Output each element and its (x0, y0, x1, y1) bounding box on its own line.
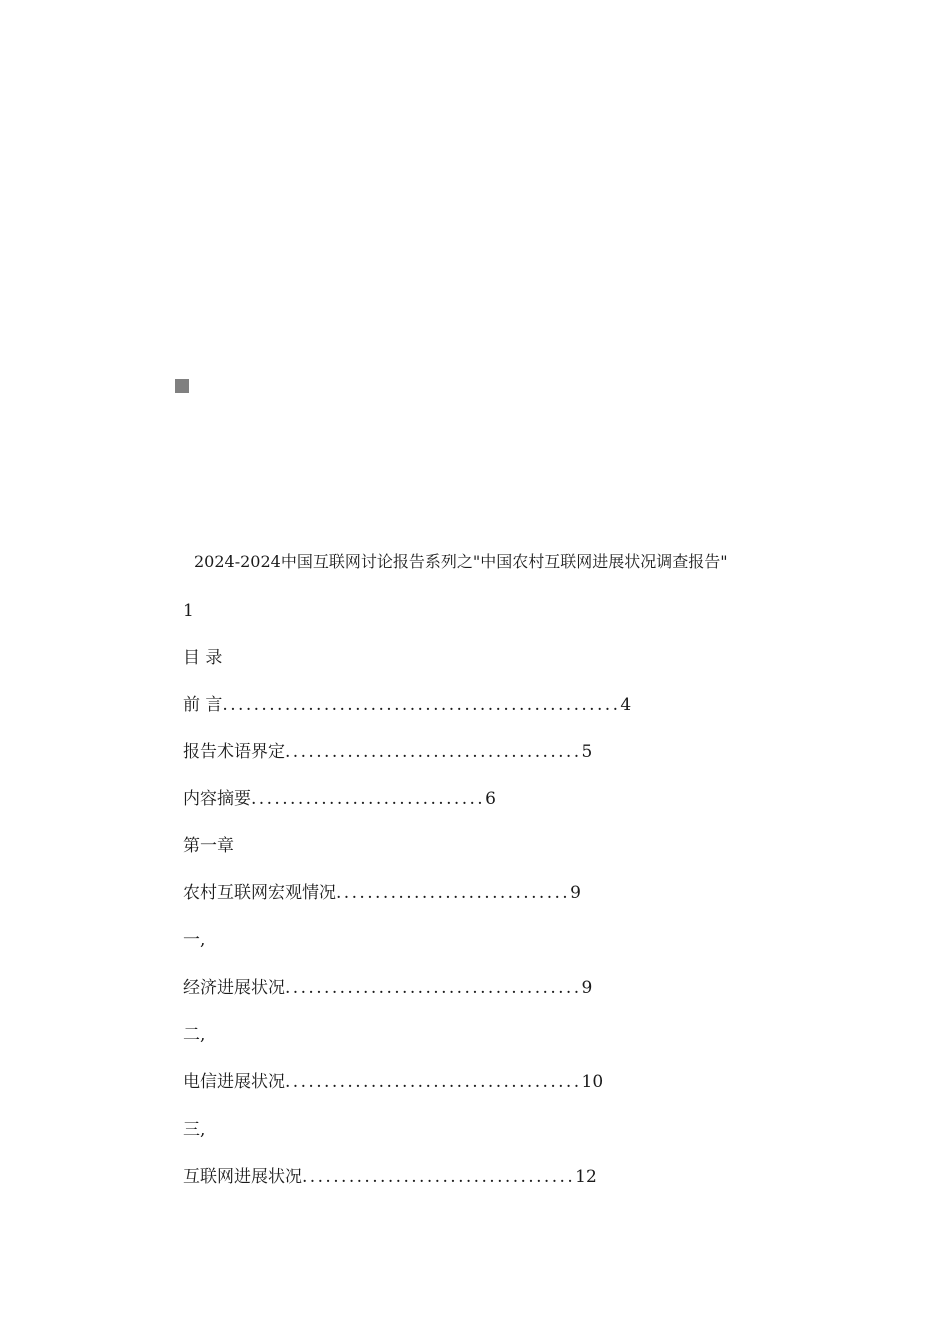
toc-entry-label: 内容摘要 (183, 789, 251, 809)
toc-entry-page: 10 (581, 1072, 604, 1092)
page-number: 1 (183, 601, 194, 621)
toc-entry-rural-macro[interactable] (183, 881, 581, 905)
toc-entry-summary[interactable] (183, 787, 496, 811)
toc-entry-label: 一, (183, 930, 206, 950)
toc-heading: 目 录 (183, 648, 223, 668)
document-title: 2024-2024中国互联网讨论报告系列之"中国农村互联网进展状况调查报告" (194, 552, 728, 571)
toc-entry-telecom[interactable] (183, 1070, 603, 1094)
toc-entry-page: 4 (620, 695, 632, 715)
toc-entry-label: 三, (183, 1120, 206, 1140)
toc-entry-economy[interactable] (183, 976, 592, 1000)
toc-leader-dots: ................................................... (222, 695, 621, 715)
toc-leader-dots: .............................. (251, 789, 486, 809)
toc-entry-label: 电信进展状况 (183, 1072, 285, 1092)
toc-leader-dots: ...................................... (285, 1072, 582, 1092)
toc-entry-label: 互联网进展状况 (183, 1167, 302, 1187)
toc-leader-dots: ...................................... (285, 978, 582, 998)
toc-leader-dots: ................................... (302, 1167, 576, 1187)
toc-entry-page: 6 (485, 789, 496, 809)
toc-entry-label: 第一章 (183, 836, 234, 856)
toc-entry-page: 12 (575, 1167, 597, 1187)
toc-entry-label: 经济进展状况 (183, 978, 285, 998)
toc-chapter-heading (183, 834, 234, 858)
toc-entry-label: 报告术语界定 (183, 742, 285, 762)
toc-entry-label: 农村互联网宏观情况 (183, 883, 336, 903)
toc-entry-page: 5 (581, 742, 593, 762)
square-bullet-icon (175, 379, 189, 393)
toc-entry-label: 二, (183, 1025, 206, 1045)
toc-section-number (183, 1118, 205, 1142)
toc-leader-dots: ...................................... (285, 742, 582, 762)
toc-entry-internet[interactable] (183, 1165, 597, 1189)
toc-section-number (183, 928, 205, 952)
toc-entry-page: 9 (581, 978, 593, 998)
toc-entry-terms[interactable] (183, 740, 592, 764)
toc-entry-label: 前 言 (183, 695, 223, 715)
toc-entry-preface[interactable] (183, 693, 631, 717)
toc-section-number (183, 1023, 205, 1047)
toc-entry-page: 9 (570, 883, 581, 903)
toc-leader-dots: .............................. (336, 883, 571, 903)
